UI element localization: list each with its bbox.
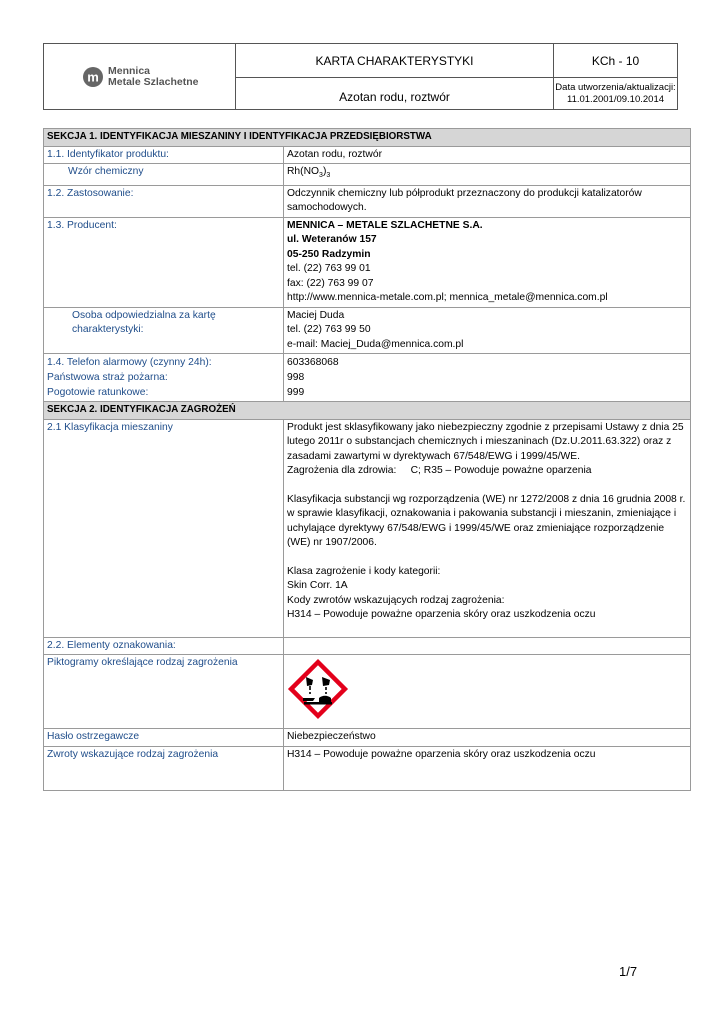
use-label: 1.2. Zastosowanie: (44, 185, 284, 217)
signal-word-value: Niebezpieczeństwo (284, 729, 691, 747)
classification-paragraph-1: Produkt jest sklasyfikowany jako niebezpieczny zgodnie z przepisami Ustawy z dnia 25 lutego 2011r o substancjach chemicznych i mieszaninach (Dz.U.2011.63.322) oraz z zasadami zawartymi w dyrektywach 67/548/EWG i 1999/45/WE. (287, 421, 684, 462)
formula-label: Wzór chemiczny (44, 164, 284, 186)
document-title: KARTA CHARAKTERYSTYKI (236, 44, 554, 78)
emergency-values (284, 354, 691, 402)
emergency-labels (44, 354, 284, 402)
producer-phone: tel. (22) 763 99 01 (287, 263, 371, 275)
contact-email: e-mail: Maciej_Duda@mennica.com.pl (287, 338, 464, 350)
health-hazards: Zagrożenia dla zdrowia: C; R35 – Powoduje poważne oparzenia (287, 465, 592, 477)
producer-city: 05-250 Radzymin (287, 248, 371, 260)
logo-line-1: Mennica (108, 64, 151, 77)
logo-cell (44, 44, 236, 110)
pictogram-label: Piktogramy określające rodzaj zagrożenia (44, 655, 284, 729)
pictogram-cell (284, 655, 691, 729)
hazard-class-value: Skin Corr. 1A (287, 580, 348, 592)
classification-paragraph-2: Klasyfikacja substancji wg rozporządzenia (WE) nr 1272/2008 z dnia 16 grudnia 2008 r. w sprawie klasyfikacji, oznakowania i pakowania substancji i mieszanin, zmieniające i uchylające dyrektywy 67/548/EWG i 1999/45/WE oraz zmieniające rozporządzenie (WE) nr 1907/2006. (287, 493, 686, 549)
svg-text:m: m (87, 69, 99, 84)
hazard-statements-value: H314 – Powoduje poważne oparzenia skóry oraz uszkodzenia oczu (284, 746, 691, 790)
ambulance-label: Pogotowie ratunkowe: (47, 387, 149, 399)
date-cell (554, 78, 678, 110)
formula-sub-1: 3 (319, 172, 323, 180)
document-code: KCh - 10 (554, 44, 678, 78)
producer-fax: fax: (22) 763 99 07 (287, 277, 374, 289)
identifier-label: 1.1. Identyfikator produktu: (44, 146, 284, 164)
fire-brigade-value: 998 (287, 372, 305, 384)
formula-main: Rh(NO (287, 166, 320, 177)
labeling-label: 2.2. Elementy oznakowania: (44, 637, 284, 655)
contact-name: Maciej Duda (287, 309, 345, 321)
producer-label: 1.3. Producent: (44, 217, 284, 307)
corrosive-pictogram-icon (287, 658, 349, 720)
product-name: Azotan rodu, roztwór (236, 78, 554, 110)
producer-name: MENNICA – METALE SZLACHETNE S.A. (287, 219, 483, 231)
emergency-phone-value: 603368068 (287, 357, 339, 369)
ambulance-value: 999 (287, 387, 305, 399)
logo-line-2: Metale Szlachetne (108, 75, 199, 88)
date-label: Data utworzenia/aktualizacji: (555, 81, 676, 93)
use-value: Odczynnik chemiczny lub półprodukt przeznaczony do produkcji katalizatorów samochodowych. (284, 185, 691, 217)
signal-word-label: Hasło ostrzegawcze (44, 729, 284, 747)
labeling-value (284, 637, 691, 655)
document-header (43, 43, 678, 110)
mennica-logo-icon (82, 66, 104, 88)
contact-person-label: Osoba odpowiedzialna za kartę charakterystyki: (44, 307, 284, 354)
formula-value (284, 164, 691, 186)
hazard-code-value: H314 – Powoduje poważne oparzenia skóry oraz uszkodzenia oczu (287, 609, 596, 621)
section-2-heading: SEKCJA 2. IDENTYFIKACJA ZAGROŻEŃ (44, 402, 691, 420)
producer-website: http://www.mennica-metale.com.pl; mennica_metale@mennica.com.pl (287, 292, 608, 304)
formula-close: ) (322, 166, 327, 177)
date-value: 11.01.2001/09.10.2014 (566, 93, 665, 105)
identifier-value: Azotan rodu, roztwór (284, 146, 691, 164)
classification-text (284, 419, 691, 637)
safety-data-table (43, 128, 691, 791)
hazard-codes-heading: Kody zwrotów wskazujących rodzaj zagrożenia: (287, 594, 505, 606)
section-1-heading: SEKCJA 1. IDENTYFIKACJA MIESZANINY I IDENTYFIKACJA PRZEDSIĘBIORSTWA (44, 129, 691, 147)
hazard-class-heading: Klasa zagrożenie i kody kategorii: (287, 565, 441, 577)
contact-person-details (284, 307, 691, 354)
fire-brigade-label: Państwowa straż pożarna: (47, 372, 168, 384)
producer-details (284, 217, 691, 307)
page-number: 1/7 (619, 964, 638, 979)
producer-street: ul. Weteranów 157 (287, 234, 377, 246)
company-logo (44, 66, 235, 88)
contact-phone: tel. (22) 763 99 50 (287, 324, 371, 336)
classification-label: 2.1 Klasyfikacja mieszaniny (44, 419, 284, 637)
hazard-statements-label: Zwroty wskazujące rodzaj zagrożenia (44, 746, 284, 790)
emergency-phone-label: 1.4. Telefon alarmowy (czynny 24h): (47, 357, 212, 369)
formula-sub-2: 3 (326, 172, 331, 180)
